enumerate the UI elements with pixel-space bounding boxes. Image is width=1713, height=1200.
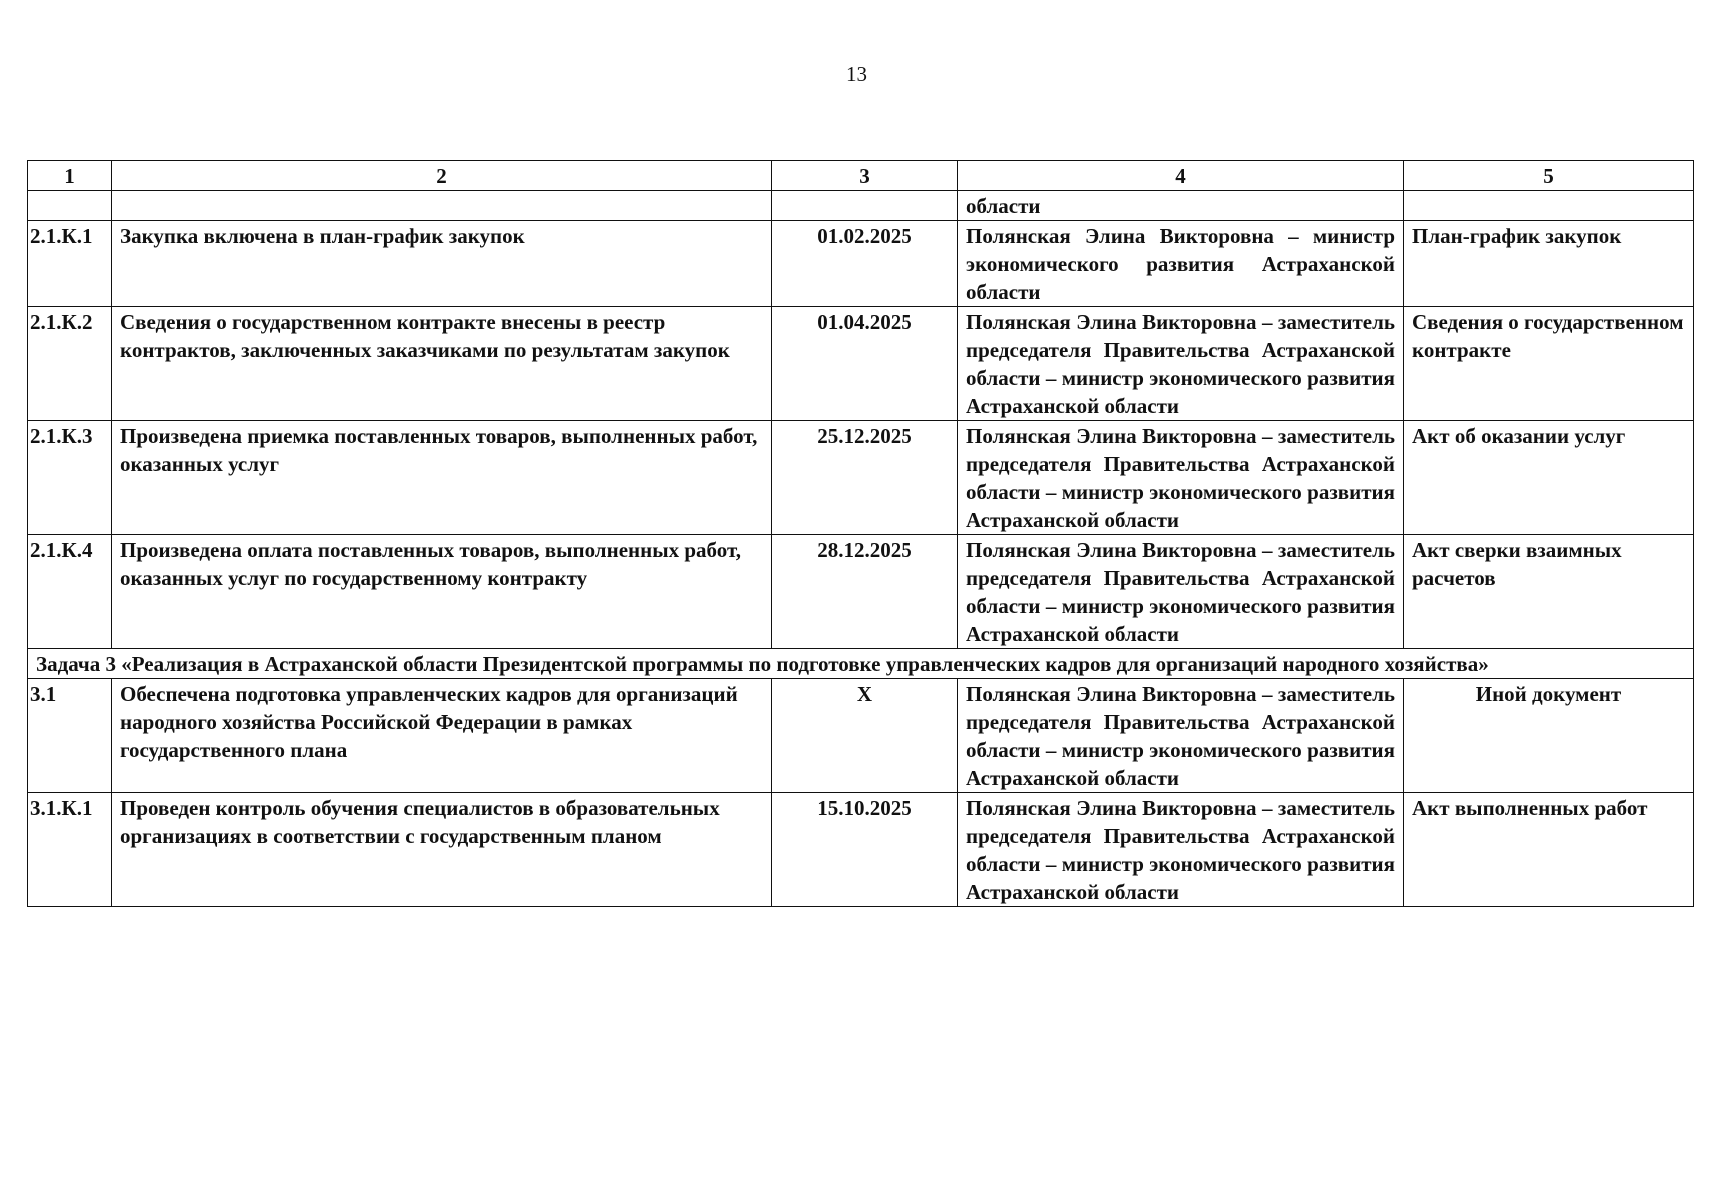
table-row — [28, 679, 1694, 793]
table-row — [28, 793, 1694, 907]
plan-table — [27, 160, 1694, 907]
cell-id: 3.1 — [28, 679, 112, 793]
cell-document: Акт выполненных работ — [1404, 793, 1694, 907]
cell-id: 2.1.К.1 — [28, 221, 112, 307]
table-row — [28, 421, 1694, 535]
table-row — [28, 221, 1694, 307]
cell-responsible: Полянская Элина Викторовна – министр экономического развития Астраханской области — [958, 221, 1404, 307]
cell-date: 28.12.2025 — [772, 535, 958, 649]
cell-responsible: Полянская Элина Викторовна – заместитель председателя Правительства Астраханской области – министр экономического развития Астраханской области — [958, 679, 1404, 793]
cell-description: Произведена приемка поставленных товаров, выполненных работ, оказанных услуг — [112, 421, 772, 535]
cell-responsible: Полянская Элина Викторовна – заместитель председателя Правительства Астраханской области – министр экономического развития Астраханской области — [958, 535, 1404, 649]
cell-responsible: Полянская Элина Викторовна – заместитель председателя Правительства Астраханской области – министр экономического развития Астраханской области — [958, 793, 1404, 907]
cell-document: Акт сверки взаимных расчетов — [1404, 535, 1694, 649]
cell-id — [28, 191, 112, 221]
cell-id: 2.1.К.4 — [28, 535, 112, 649]
cell-id: 2.1.К.3 — [28, 421, 112, 535]
cell-date: 15.10.2025 — [772, 793, 958, 907]
cell-date: 25.12.2025 — [772, 421, 958, 535]
cell-document: Сведения о государственном контракте — [1404, 307, 1694, 421]
cell-description: Сведения о государственном контракте внесены в реестр контрактов, заключенных заказчиками по результатам закупок — [112, 307, 772, 421]
task-row — [28, 649, 1694, 679]
cell-document: Акт об оказании услуг — [1404, 421, 1694, 535]
cell-document — [1404, 191, 1694, 221]
cell-id: 3.1.К.1 — [28, 793, 112, 907]
page-number: 13 — [846, 62, 867, 86]
task-heading: Задача 3 «Реализация в Астраханской области Президентской программы по подготовке управленческих кадров для организаций народного хозяйства» — [28, 649, 1694, 679]
table-row — [28, 307, 1694, 421]
cell-description — [112, 191, 772, 221]
cell-document: Иной документ — [1404, 679, 1694, 793]
column-number: 3 — [772, 161, 958, 191]
cell-description: Проведен контроль обучения специалистов в образовательных организациях в соответствии с государственным планом — [112, 793, 772, 907]
cell-responsible: области — [958, 191, 1404, 221]
cell-date: Х — [772, 679, 958, 793]
continuation-row — [28, 191, 1694, 221]
cell-date: 01.04.2025 — [772, 307, 958, 421]
column-number: 1 — [28, 161, 112, 191]
column-number: 5 — [1404, 161, 1694, 191]
cell-description: Закупка включена в план-график закупок — [112, 221, 772, 307]
cell-document: План-график закупок — [1404, 221, 1694, 307]
cell-id: 2.1.К.2 — [28, 307, 112, 421]
cell-description: Обеспечена подготовка управленческих кадров для организаций народного хозяйства Российской Федерации в рамках государственного плана — [112, 679, 772, 793]
cell-responsible: Полянская Элина Викторовна – заместитель председателя Правительства Астраханской области – министр экономического развития Астраханской области — [958, 307, 1404, 421]
cell-responsible: Полянская Элина Викторовна – заместитель председателя Правительства Астраханской области – министр экономического развития Астраханской области — [958, 421, 1404, 535]
column-number: 4 — [958, 161, 1404, 191]
cell-description: Произведена оплата поставленных товаров, выполненных работ, оказанных услуг по государственному контракту — [112, 535, 772, 649]
column-number: 2 — [112, 161, 772, 191]
table-row — [28, 535, 1694, 649]
column-number-row — [28, 161, 1694, 191]
cell-date — [772, 191, 958, 221]
cell-date: 01.02.2025 — [772, 221, 958, 307]
